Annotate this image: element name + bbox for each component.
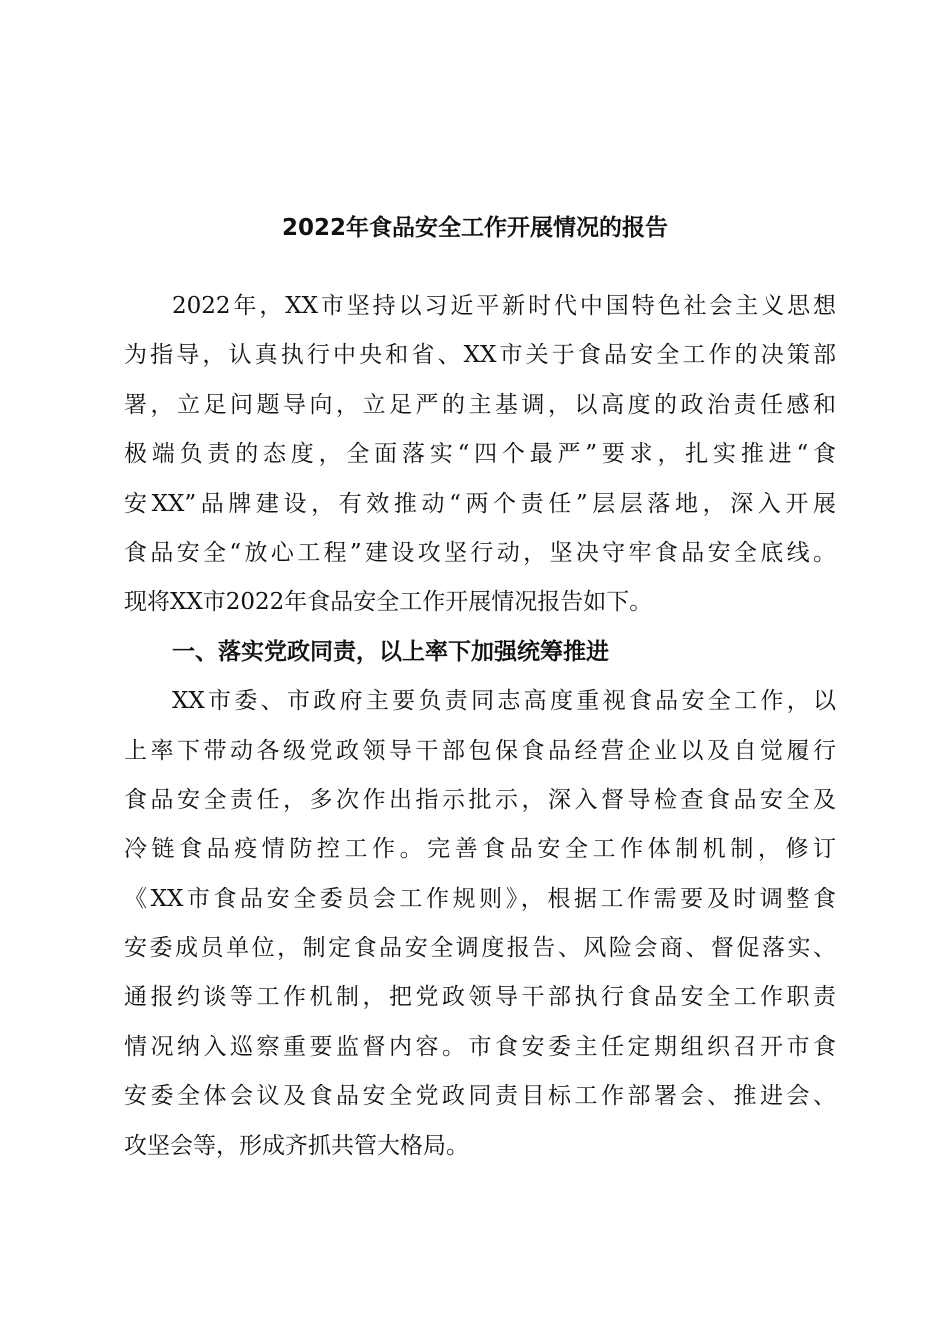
text-line: 攻坚会等，形成齐抓共管大格局。 [124,1132,469,1159]
text-line: 极端负责的态度，全面落实“四个最严”要求，扎实推进“食 [124,441,836,468]
text-line: 食品安全“放心工程”建设攻坚行动，坚决守牢食品安全底线。 [124,539,836,566]
section-heading: 一、落实党政同责，以上率下加强统筹推进 [172,638,609,665]
text-line: 冷链食品疫情防控工作。完善食品安全工作体制机制，修订 [124,836,836,863]
paragraph-section1 [124,677,836,1171]
text-line: 《XX市食品安全委员会工作规则》，根据工作需要及时调整食 [124,885,836,912]
text-line: 2022年，XX市坚持以习近平新时代中国特色社会主义思想 [172,293,836,319]
text-line: 署，立足问题导向，立足严的主基调，以高度的政治责任感和 [124,391,836,418]
text-line: 食品安全责任，多次作出指示批示，深入督导检查食品安全及 [124,786,836,813]
text-line: 为指导，认真执行中央和省、XX市关于食品安全工作的决策部 [124,342,836,369]
paragraph-intro [124,282,836,628]
text-line: 安委全体会议及食品安全党政同责目标工作部署会、推进会、 [124,1083,836,1110]
text-line: 情况纳入巡察重要监督内容。市食安委主任定期组织召开市食 [124,1033,836,1060]
document-body [124,282,836,1171]
document-title: 2022年食品安全工作开展情况的报告 [281,215,668,241]
text-line: 通报约谈等工作机制，把党政领导干部执行食品安全工作职责 [124,984,836,1011]
text-line: XX市委、市政府主要负责同志高度重视食品安全工作，以 [172,688,836,715]
text-line: 安XX”品牌建设，有效推动“两个责任”层层落地，深入开展 [124,490,836,517]
text-line: 现将XX市2022年食品安全工作开展情况报告如下。 [124,589,653,616]
text-line: 上率下带动各级党政领导干部包保食品经营企业以及自觉履行 [124,737,836,764]
text-line: 安委成员单位，制定食品安全调度报告、风险会商、督促落实、 [124,935,836,962]
